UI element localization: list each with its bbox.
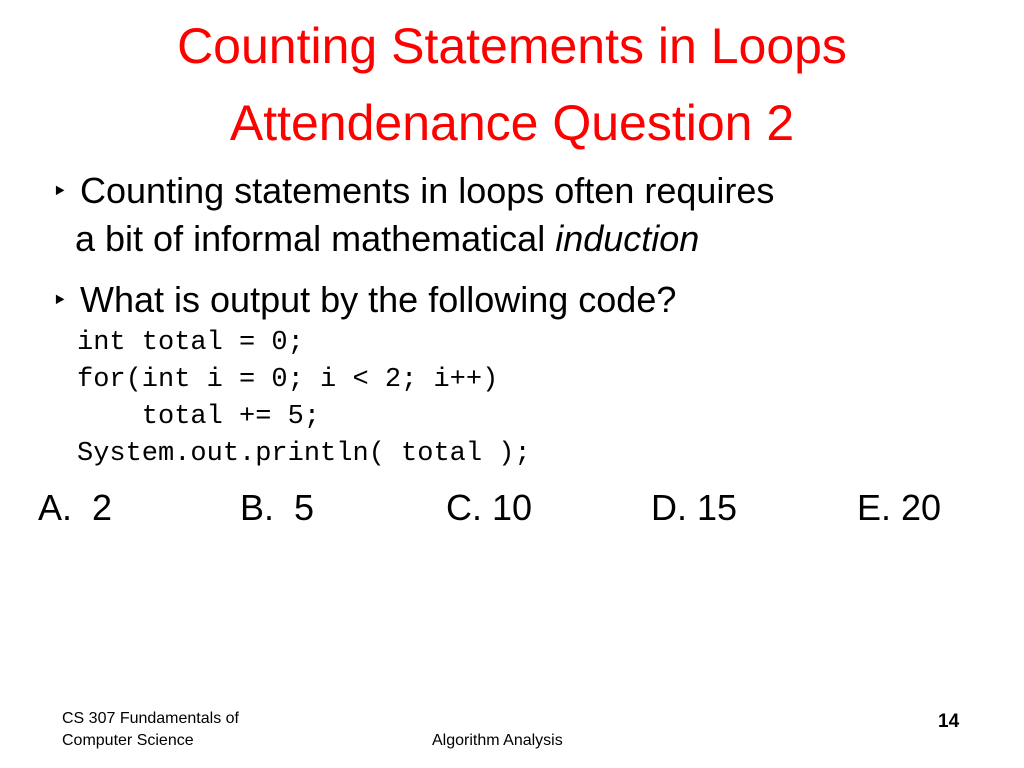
page-number: 14 bbox=[938, 711, 960, 732]
answer-choice-e: E. 20 bbox=[857, 487, 942, 528]
footer-topic: Algorithm Analysis bbox=[432, 732, 563, 749]
slide-title-line-1: Counting Statements in Loops bbox=[177, 18, 847, 74]
bullet-2-line-1: What is output by the following code? bbox=[80, 279, 677, 320]
bullet-arrow-icon: ‣ bbox=[52, 285, 68, 315]
bullet-1-plain-text: a bit of informal mathematical bbox=[75, 218, 556, 259]
answer-choice-c: C. 10 bbox=[446, 487, 533, 528]
bullet-1-italic-term: induction bbox=[555, 218, 700, 259]
bullet-1-line-1: Counting statements in loops often requires bbox=[80, 170, 775, 211]
bullet-1-line-2 bbox=[75, 218, 699, 260]
code-line: for(int i = 0; i < 2; i++) bbox=[77, 365, 499, 395]
code-line: total += 5; bbox=[77, 402, 321, 432]
bullet-arrow-icon: ‣ bbox=[52, 176, 68, 206]
answer-choice-b: B. 5 bbox=[240, 487, 315, 528]
answer-choice-d: D. 15 bbox=[651, 487, 738, 528]
answer-choice-a: A. 2 bbox=[38, 487, 113, 528]
slide-title-line-2: Attendenance Question 2 bbox=[229, 95, 795, 151]
footer-course-line-2: Computer Science bbox=[62, 732, 194, 749]
footer-course-line-1: CS 307 Fundamentals of bbox=[62, 710, 239, 727]
code-line: System.out.println( total ); bbox=[77, 439, 531, 469]
code-line: int total = 0; bbox=[77, 328, 304, 358]
